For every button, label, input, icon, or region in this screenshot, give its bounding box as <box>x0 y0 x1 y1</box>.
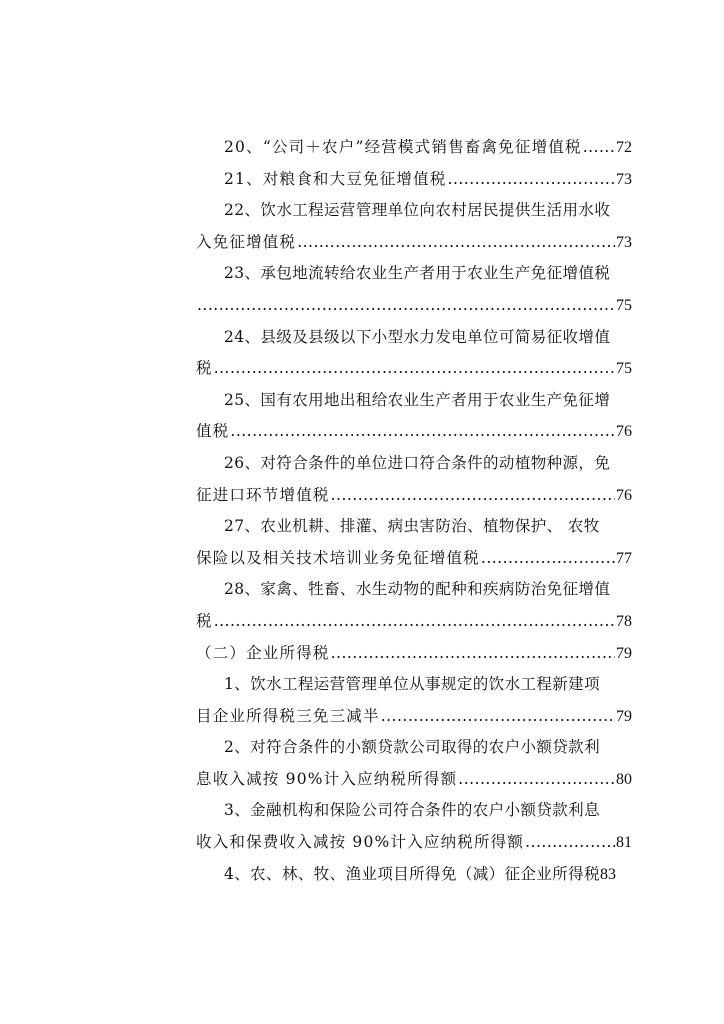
toc-entry-title: 4、农、林、牧、渔业项目所得免（减）征企业所得税 <box>224 864 600 883</box>
dot-leader <box>331 638 615 670</box>
toc-entry-title: 25、国有农用地出租给农业生产者用于农业生产免征增 <box>224 390 611 409</box>
toc-entry-line[interactable] <box>196 448 632 480</box>
toc-entry-continuation[interactable] <box>196 290 632 322</box>
toc-entry-title: 24、县级及县级以下小型水力发电单位可简易征收增值 <box>224 327 611 346</box>
toc-entry-title: 保险以及相关技术培训业务免征增值税 <box>196 548 480 567</box>
toc-page-number: 79 <box>616 644 632 662</box>
toc-entry-title: 征进口环节增值税 <box>196 485 330 504</box>
toc-page-number: 72 <box>616 139 632 156</box>
toc-entry-title: 20、“公司＋农户”经营模式销售畜禽免征增值税 <box>224 138 582 156</box>
toc-entry-title: （二）企业所得税 <box>196 643 330 662</box>
toc-entry-title: 入免征增值税 <box>196 232 297 251</box>
toc-page-number: 79 <box>616 707 632 725</box>
toc-entry-line[interactable] <box>196 669 632 701</box>
toc-entry-title: 3、金融机构和保险公司符合条件的农户小额贷款利息 <box>224 801 600 820</box>
toc-entry-line[interactable] <box>196 385 632 417</box>
dot-leader <box>331 480 615 512</box>
toc-entry[interactable] <box>196 132 632 164</box>
toc-entry-title: 26、对符合条件的单位进口符合条件的动植物种源，免 <box>224 453 611 472</box>
toc-page-number: 73 <box>616 233 632 251</box>
toc-entry-title: 1、饮水工程运营管理单位从事规定的饮水工程新建项 <box>224 675 600 694</box>
toc-page-number: 78 <box>616 612 632 630</box>
toc-entry-continuation[interactable] <box>196 543 632 575</box>
toc-entry-title: 23、承包地流转给农业生产者用于农业生产免征增值税 <box>224 264 611 283</box>
toc-entry-continuation[interactable] <box>196 227 632 259</box>
toc-entry-title: 税 <box>196 611 213 630</box>
toc-entry-continuation[interactable] <box>196 764 632 796</box>
toc-entry-title: 息收入减按 90%计入应纳税所得额 <box>196 769 458 788</box>
toc-entry-continuation[interactable] <box>196 353 632 385</box>
toc-entry-continuation[interactable] <box>196 701 632 733</box>
toc-page-number: 83 <box>599 865 616 883</box>
toc-entry[interactable] <box>196 859 632 891</box>
dot-leader <box>448 164 615 196</box>
toc-entry-line[interactable] <box>196 574 632 606</box>
toc-entry-continuation[interactable] <box>196 606 632 638</box>
toc-page-number: 77 <box>616 549 632 567</box>
toc-entry-continuation[interactable] <box>196 480 632 512</box>
toc-page-number: 75 <box>616 296 632 314</box>
toc-page-number: 80 <box>616 770 632 788</box>
dot-leader <box>583 132 615 164</box>
toc-section-heading[interactable] <box>196 638 632 670</box>
toc-entry-line[interactable] <box>196 511 632 543</box>
toc-entry-continuation[interactable] <box>196 416 632 448</box>
toc-entry-line[interactable] <box>196 195 632 227</box>
toc-entry-title: 27、农业机耕、排灌、病虫害防治、植物保护、 农牧 <box>224 517 600 536</box>
toc-entry-title: 收入和保费收入减按 90%计入应纳税所得额 <box>196 833 525 852</box>
toc-entry-title: 目企业所得税三免三减半 <box>196 706 380 725</box>
toc-entry-line[interactable] <box>196 732 632 764</box>
toc-entry-title: 22、饮水工程运营管理单位向农村居民提供生活用水收 <box>224 201 611 220</box>
dot-leader <box>214 606 615 638</box>
toc-entry-line[interactable] <box>196 795 632 827</box>
toc-entry-line[interactable] <box>196 258 632 290</box>
toc-entry-title: 值税 <box>196 422 230 441</box>
dot-leader <box>214 353 615 385</box>
toc-entry-title: 21、对粮食和大豆免征增值税 <box>224 169 447 188</box>
toc-entry-title: 税 <box>196 359 213 378</box>
toc-page-number: 75 <box>616 360 632 378</box>
dot-leader <box>481 543 615 575</box>
dot-leader <box>297 227 615 259</box>
dot-leader <box>230 416 615 448</box>
toc-page-number: 76 <box>616 486 632 504</box>
toc-page-number: 73 <box>616 170 632 188</box>
toc-entry[interactable] <box>196 164 632 196</box>
dot-leader <box>458 764 615 796</box>
dot-leader <box>197 290 615 322</box>
toc-entry-title: 2、对符合条件的小额贷款公司取得的农户小额贷款利 <box>224 738 600 757</box>
toc-page-number: 81 <box>616 834 632 852</box>
dot-leader <box>525 827 615 859</box>
toc-entry-line[interactable] <box>196 322 632 354</box>
toc-entry-continuation[interactable] <box>196 827 632 859</box>
table-of-contents <box>196 132 632 890</box>
dot-leader <box>381 701 615 733</box>
toc-page-number: 76 <box>616 423 632 441</box>
toc-entry-title: 28、家禽、牲畜、水生动物的配种和疾病防治免征增值 <box>224 580 611 599</box>
